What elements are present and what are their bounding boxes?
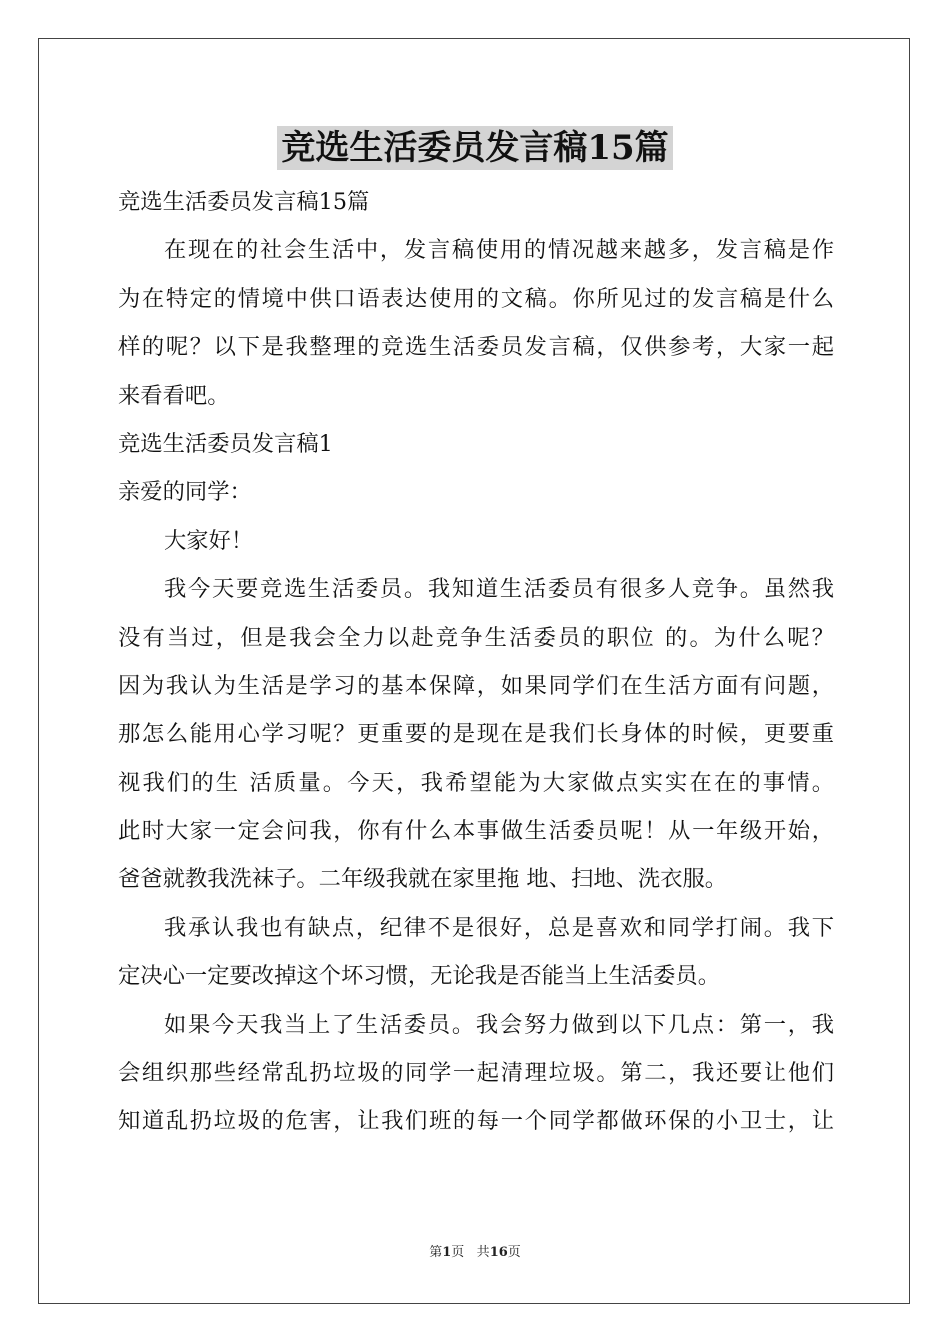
footer-total-suffix: 页 [507,1245,521,1260]
text-line: 我今天要竞选生活委员。我知道生活委员有很多人竞争。虽然我 [164,576,834,603]
text-line: 在现在的社会生活中，发言稿使用的情况越来越多，发言稿是作 [164,237,834,264]
text-line: 视我们的生 活质量。今天，我希望能为大家做点实实在在的事情。 [118,769,834,796]
document-body [118,178,834,1146]
text-line: 定决心一定要改掉这个坏习惯，无论我是否能当上生活委员。 [118,963,721,990]
text-line: 因为我认为生活是学习的基本保障，如果同学们在生活方面有问题， [118,672,834,699]
footer-page-prefix: 第 [429,1245,443,1260]
footer-total-number: 16 [489,1245,508,1260]
text-line: 爸爸就教我洗袜子。二年级我就在家里拖 地、扫地、洗衣服。 [118,866,728,893]
title-wrap [0,126,950,170]
text-line: 亲爱的同学： [118,479,252,506]
text-line: 此时大家一定会问我，你有什么本事做生活委员呢！从一年级开始， [118,818,834,845]
text-line: 我承认我也有缺点，纪律不是很好，总是喜欢和同学打闹。我下 [164,914,834,941]
text-line: 样的呢？以下是我整理的竞选生活委员发言稿，仅供参考，大家一起 [118,334,834,361]
text-line: 为在特定的情境中供口语表达使用的文稿。你所见过的发言稿是什么 [118,285,834,312]
text-line: 知道乱扔垃圾的危害，让我们班的每一个同学都做环保的小卫士，让 [118,1108,834,1135]
document-title: 竞选生活委员发言稿15篇 [277,126,672,170]
text-line: 如果今天我当上了生活委员。我会努力做到以下几点：第一，我 [164,1011,834,1038]
footer-total-prefix: 共 [476,1245,490,1260]
footer-page-suffix: 页 [451,1245,465,1260]
text-line: 竞选生活委员发言稿1 [118,430,333,457]
text-line: 大家好！ [164,527,254,554]
page-footer [0,1244,950,1262]
text-line: 会组织那些经常乱扔垃圾的同学一起清理垃圾。第二，我还要让他们 [118,1060,834,1087]
text-line: 没有当过，但是我会全力以赴竞争生活委员的职位 的。为什么呢？ [118,624,834,651]
footer-page-number: 1 [442,1245,452,1260]
text-line: 来看看吧。 [118,382,230,409]
text-line: 那怎么能用心学习呢？更重要的是现在是我们长身体的时候，更要重 [118,721,834,748]
text-line: 竞选生活委员发言稿15篇 [118,189,370,215]
